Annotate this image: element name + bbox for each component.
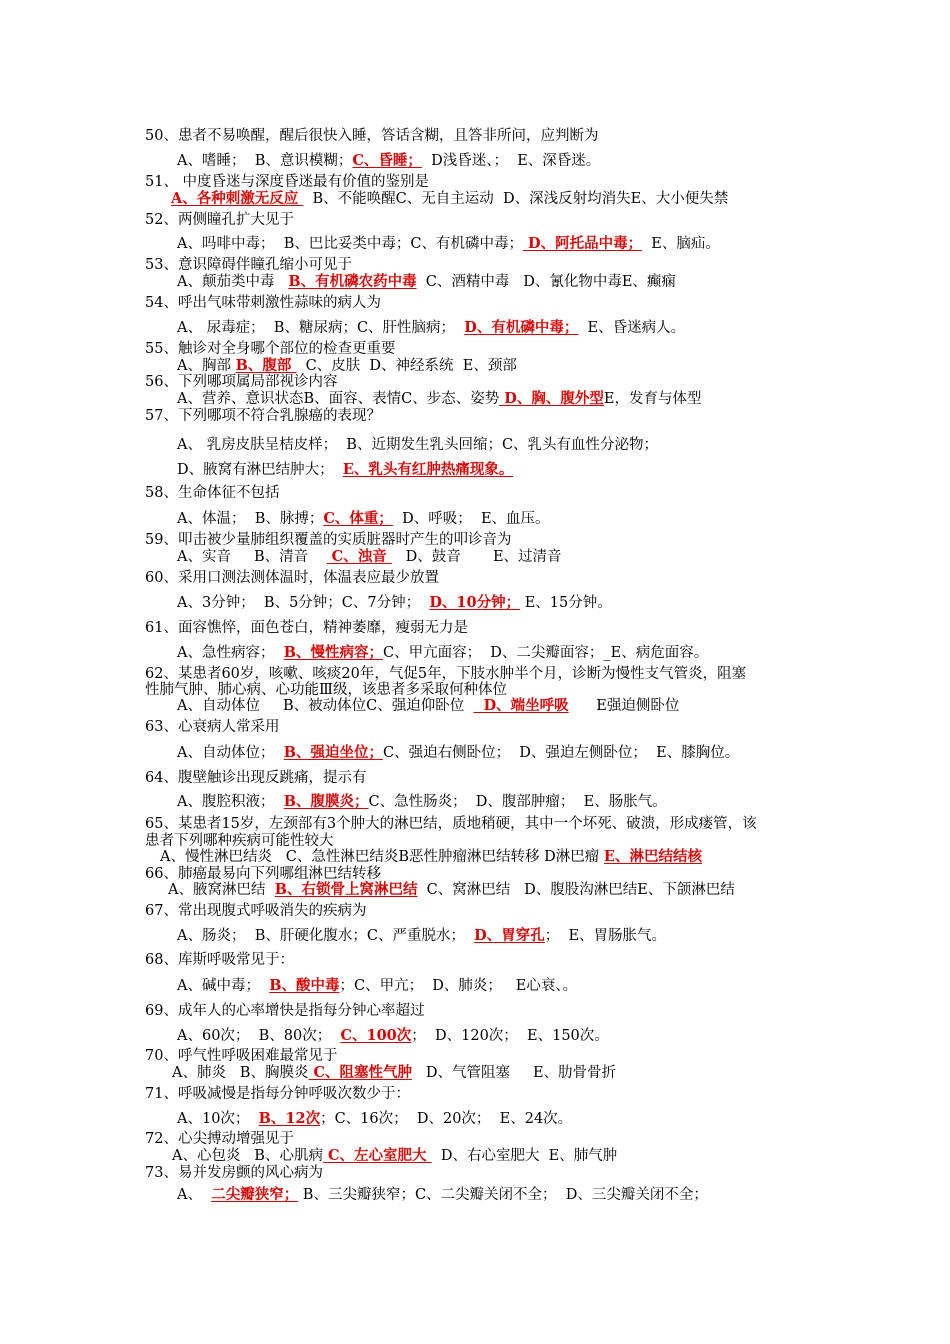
question-text: D浅昏迷、； E、深昏迷。: [421, 153, 601, 169]
question-text: 64、腹壁触诊出现反跳痛，提示有: [145, 770, 367, 786]
correct-answer: D、胸、腹外型: [499, 390, 604, 407]
text-line: [145, 902, 366, 920]
text-line: [145, 294, 381, 312]
text-line: [177, 1186, 708, 1204]
question-text: 62、某患者60岁，咳嗽、咳痰20年，气促5年，下肢水肿半个月，诊断为慢性支气管炎，阻塞: [145, 666, 747, 682]
text-line: [177, 152, 600, 170]
text-line: [171, 190, 728, 208]
text-line: [177, 977, 577, 995]
correct-answer: C、浊音: [326, 548, 392, 565]
question-text: B、不能唤醒C、无自主运动 D、深浅反射均消失E、大小便失禁: [303, 191, 729, 207]
text-line: [160, 848, 702, 866]
question-text: 68、库斯呼吸常见于：: [145, 952, 294, 968]
text-line: [177, 1027, 609, 1045]
correct-answer: B、右锁骨上窝淋巴结: [274, 881, 418, 898]
question-text: E、15分钟。: [520, 595, 612, 611]
question-text: A、: [177, 1187, 212, 1203]
text-line: [177, 548, 562, 566]
question-text: A、营养、意识状态B、面容、表情C、步态、姿势: [177, 391, 500, 407]
question-text: E，发育与体型: [603, 391, 702, 407]
text-line: [177, 927, 666, 945]
question-text: A、腋窝淋巴结: [168, 882, 275, 898]
question-text: A、腹腔积液；: [177, 794, 284, 810]
correct-answer: C、体重；: [323, 510, 393, 527]
question-text: ； D、120次； E、150次。: [411, 1028, 609, 1044]
text-line: [145, 1047, 337, 1065]
correct-answer: C、100次: [340, 1027, 412, 1044]
correct-answer: C、昏睡；: [352, 152, 422, 169]
text-line: [177, 461, 513, 479]
text-line: [168, 881, 735, 899]
correct-answer: D、有机磷中毒；: [464, 319, 579, 336]
question-text: 63、心衰病人常采用: [145, 719, 280, 735]
question-text: A、胸部: [177, 358, 236, 374]
correct-answer: B、12次: [258, 1110, 321, 1127]
question-text: 70、呼气性呼吸困难最常见于: [145, 1048, 338, 1064]
question-text: ；C、甲亢； D、肺炎； E心衰、。: [339, 978, 578, 994]
text-line: [145, 531, 511, 549]
correct-answer: D、端坐呼吸: [473, 697, 569, 714]
text-line: [145, 951, 294, 969]
text-line: [145, 769, 366, 787]
question-text: 71、呼吸减慢是指每分钟呼吸次数少于：: [145, 1086, 410, 1102]
question-text: A、实音 B、清音: [177, 549, 327, 565]
question-text: C、皮肤 D、神经系统 E、颈部: [296, 358, 517, 374]
question-text: A、自动体位；: [177, 745, 284, 761]
question-text: 54、呼出气味带刺激性蒜味的病人为: [145, 295, 381, 311]
question-text: D、右心室肥大 E、肺气肿: [431, 1148, 618, 1164]
question-text: 66、肺癌最易向下列哪组淋巴结转移: [145, 866, 381, 882]
text-line: [145, 373, 337, 391]
question-text: A、自动体位 B、被动体位C、强迫仰卧位: [177, 698, 474, 714]
question-text: ；C、16次； D、20次； E、24次。: [320, 1111, 573, 1127]
correct-answer: D、胃穿孔: [474, 927, 545, 944]
correct-answer: C、左心室肥大: [322, 1147, 432, 1164]
question-text: A、 尿毒症； B、糖尿病；C、肝性脑病；: [177, 320, 465, 336]
text-line: [177, 1110, 572, 1128]
question-text: A、肠炎； B、肝硬化腹水；C、严重脱水；: [177, 928, 475, 944]
text-line: [177, 793, 667, 811]
question-text: 61、面容憔悴，面色苍白，精神萎靡，瘦弱无力是: [145, 620, 468, 636]
correct-answer: D、10分钟；: [429, 594, 521, 611]
correct-answer: E、乳头有红肿热痛现象。: [342, 461, 514, 478]
correct-answer: 二尖瓣狭窄；: [211, 1186, 299, 1203]
question-text: 65、某患者15岁，左颈部有3个肿大的淋巴结，质地稍硬，其中一个坏死、破溃，形成瘘管，该: [145, 816, 757, 832]
question-text: C、窝淋巴结 D、腹股沟淋巴结E、下颌淋巴结: [417, 882, 735, 898]
question-text: A、 乳房皮肤呈桔皮样； B、近期发生乳头回缩；C、乳头有血性分泌物；: [177, 437, 659, 453]
question-text: 72、心尖搏动增强见于: [145, 1131, 294, 1147]
question-text: C、酒精中毒 D、氰化物中毒E、癫痫: [416, 274, 676, 290]
question-text: A、颠茄类中毒: [177, 274, 289, 290]
text-line: [177, 644, 708, 662]
correct-answer: B、酸中毒: [269, 977, 340, 994]
question-text: C、甲亢面容； D、二尖瓣面容；_E、病危面容。: [382, 645, 709, 661]
text-line: [145, 1164, 323, 1182]
question-text: D、气管阻塞 E、肋骨骨折: [412, 1065, 617, 1081]
question-text: B、三尖瓣狭窄；C、二尖瓣关闭不全； D、三尖瓣关闭不全；: [298, 1187, 708, 1203]
text-line: [145, 484, 279, 502]
correct-answer: B、腹膜炎；: [283, 793, 369, 810]
question-text: D、腋窝有淋巴结肿大；: [177, 462, 343, 478]
question-text: A、急性病容；: [177, 645, 284, 661]
text-line: [145, 407, 381, 425]
question-text: 56、下列哪项属局部视诊内容: [145, 374, 338, 390]
question-text: 53、意识障碍伴瞳孔缩小可见于: [145, 257, 352, 273]
question-text: ； E、胃肠胀气。: [544, 928, 667, 944]
text-line: [145, 718, 279, 736]
question-text: C、急性肠炎； D、腹部肿瘤； E、肠胀气。: [368, 794, 667, 810]
question-text: A、嗜睡； B、意识模糊；: [177, 153, 353, 169]
text-line: [145, 256, 352, 274]
question-text: A、60次； B、80次；: [177, 1028, 341, 1044]
question-text: 57、下列哪项不符合乳腺癌的表现？: [145, 408, 381, 424]
question-text: 性肺气肿、肺心病、心功能Ⅲ级，该患者多采取何种体位: [145, 682, 507, 698]
question-text: A、10次；: [177, 1111, 259, 1127]
correct-answer: C、阻塞性气肿: [308, 1064, 413, 1081]
correct-answer: E、淋巴结结核: [603, 848, 702, 865]
correct-answer: B、有机磷农药中毒: [288, 273, 417, 290]
text-line: [172, 1147, 617, 1165]
correct-answer: A、各种刺激无反应: [171, 190, 304, 207]
question-text: 58、生命体征不包括: [145, 485, 280, 501]
question-text: D、鼓音 E、过清音: [391, 549, 562, 565]
text-line: [145, 211, 294, 229]
text-line: [145, 1002, 424, 1020]
correct-answer: B、强迫坐位；: [283, 744, 383, 761]
text-line: [145, 173, 429, 191]
question-text: A、体温； B、脉搏；: [177, 511, 324, 527]
text-line: [145, 1085, 410, 1103]
question-text: 59、叩击被少量肺组织覆盖的实质脏器时产生的叩诊音为: [145, 532, 512, 548]
text-line: [172, 1064, 616, 1082]
question-text: 67、常出现腹式呼吸消失的疾病为: [145, 903, 367, 919]
question-text: A、慢性淋巴结炎 C、急性淋巴结炎B恶性肿瘤淋巴结转移 D淋巴瘤: [160, 849, 604, 865]
question-text: C、强迫右侧卧位； D、强迫左侧卧位； E、膝胸位。: [382, 745, 740, 761]
text-line: [177, 436, 658, 454]
question-text: A、吗啡中毒； B、巴比妥类中毒；C、有机磷中毒；: [177, 236, 523, 252]
text-line: [145, 1130, 294, 1148]
question-text: 69、成年人的心率增快是指每分钟心率超过: [145, 1003, 425, 1019]
text-line: [177, 594, 612, 612]
question-text: A、碱中毒；: [177, 978, 270, 994]
question-text: E强迫侧卧位: [568, 698, 680, 714]
text-line: [177, 697, 679, 715]
question-text: A、3分钟； B、5分钟；C、7分钟；: [177, 595, 430, 611]
question-text: 51、 中度昏迷与深度昏迷最有价值的鉴别是: [145, 174, 430, 190]
text-line: [177, 744, 739, 762]
question-text: E、脑疝。: [642, 236, 720, 252]
correct-answer: D、阿托品中毒；: [522, 235, 643, 252]
text-line: [145, 340, 395, 358]
text-line: [145, 815, 757, 833]
correct-answer: B、腹部: [235, 357, 297, 374]
correct-answer: B、慢性病容；: [283, 644, 383, 661]
question-text: A、肺炎 B、胸膜炎: [172, 1065, 309, 1081]
question-text: 50、患者不易唤醒，醒后很快入睡，答话含糊，且答非所问，应判断为: [145, 128, 599, 144]
text-line: [145, 127, 598, 145]
question-text: E、昏迷病人。: [578, 320, 686, 336]
question-text: D、呼吸； E、血压。: [392, 511, 550, 527]
question-text: 患者下列哪种疾病可能性较大: [145, 833, 334, 849]
text-line: [177, 273, 676, 291]
text-line: [177, 510, 550, 528]
question-text: 60、采用口测法测体温时，体温表应最少放置: [145, 570, 439, 586]
question-text: 52、两侧瞳孔扩大见于: [145, 212, 294, 228]
text-line: [177, 235, 720, 253]
text-line: [177, 390, 701, 408]
text-line: [177, 319, 685, 337]
question-text: 55、触诊对全身哪个部位的检查更重要: [145, 341, 396, 357]
text-line: [145, 569, 439, 587]
question-text: A、心包炎 B、心肌病: [172, 1148, 323, 1164]
text-line: [145, 619, 468, 637]
question-text: 73、易并发房颤的风心病为: [145, 1165, 323, 1181]
